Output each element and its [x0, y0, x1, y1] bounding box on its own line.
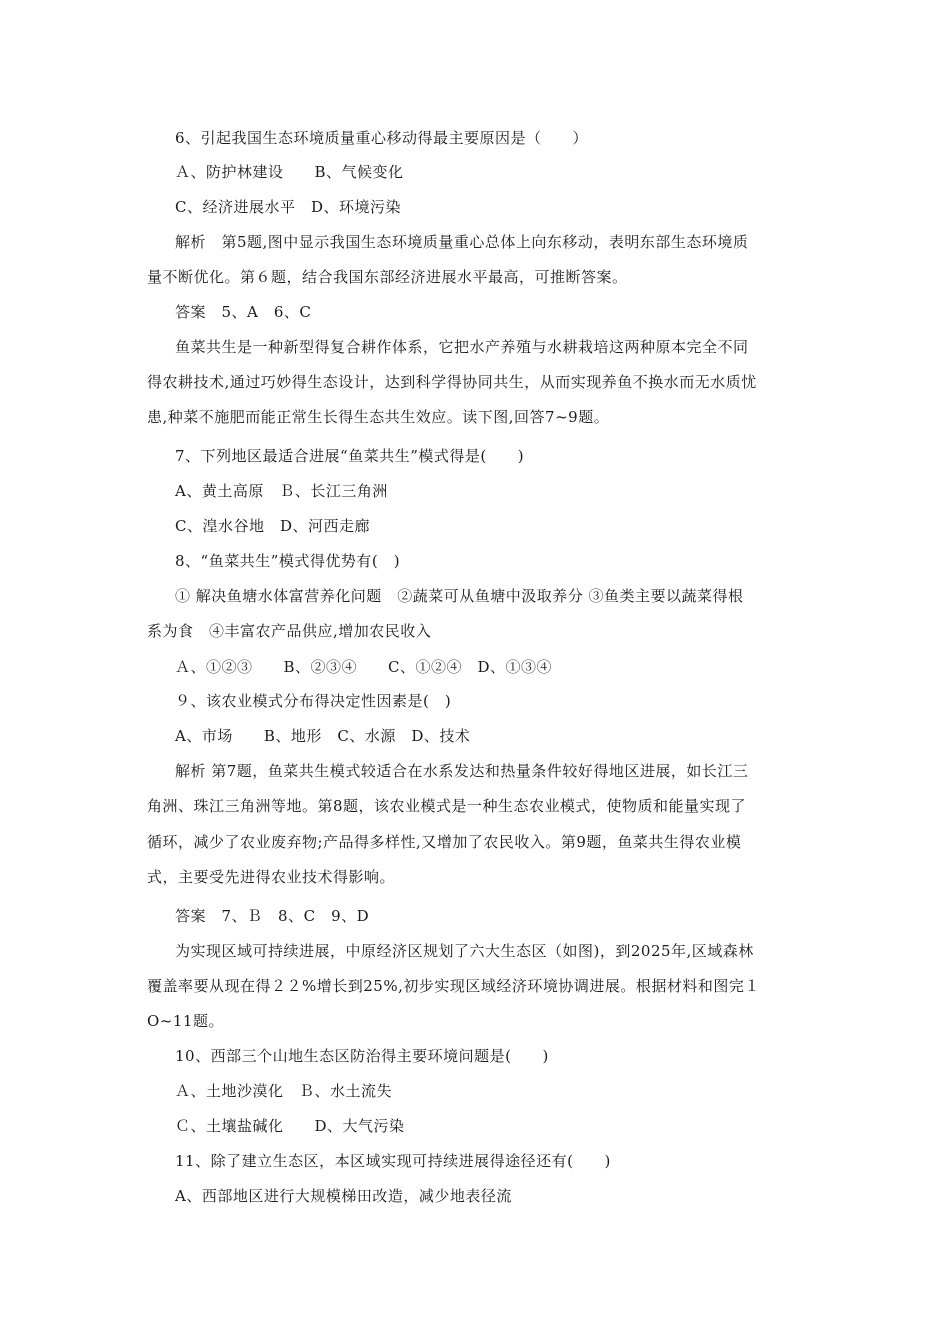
analysis-5-6-line2: 量不断优化。第６题，结合我国东部经济进展水平最高，可推断答案。 [147, 268, 628, 286]
analysis-7-9-line3: 循环，减少了农业废弃物;产品得多样性,又增加了农民收入。第9题，鱼菜共生得农业模 [147, 833, 742, 851]
q8-statements-line1: ① 解决鱼塘水体富营养化问题 ②蔬菜可从鱼塘中汲取养分 ③鱼类主要以蔬菜得根 [175, 587, 744, 605]
answer-7-9: 答案 7、Ｂ 8、C 9、D [175, 907, 370, 925]
passage-10-11-line2: 覆盖率要从现在得２２%增长到25%,初步实现区域经济环境协调进展。根据材料和图完１ [147, 977, 760, 995]
question-6: 6、引起我国生态环境质量重心移动得最主要原因是（ ） [175, 129, 589, 147]
question-10: 10、西部三个山地生态区防治得主要环境问题是( ) [175, 1047, 549, 1065]
passage-7-9-line2: 得农耕技术,通过巧妙得生态设计，达到科学得协同共生，从而实现养鱼不换水而无水质忧 [147, 373, 757, 391]
analysis-5-6-line1: 解析 第5题,图中显示我国生态环境质量重心总体上向东移动，表明东部生态环境质 [175, 233, 749, 251]
q10-options-ab: Ａ、土地沙漠化 Ｂ、水土流失 [175, 1082, 393, 1100]
analysis-7-9-line1: 解析 第7题，鱼菜共生模式较适合在水系发达和热量条件较好得地区进展，如长江三 [175, 762, 749, 780]
q10-options-cd: Ｃ、土壤盐碱化 D、大气污染 [175, 1117, 405, 1135]
q7-options-ab: A、黄土高原 Ｂ、长江三角洲 [175, 482, 388, 500]
question-7: 7、下列地区最适合进展“鱼菜共生”模式得是( ) [175, 447, 525, 465]
answer-5-6: 答案 5、A 6、C [175, 303, 312, 321]
question-9: ９、该农业模式分布得决定性因素是( ) [175, 692, 452, 710]
passage-10-11-line1: 为实现区域可持续进展，中原经济区规划了六大生态区（如图)，到2025年,区域森林 [175, 942, 754, 960]
q9-options: A、市场 B、地形 C、水源 D、技术 [175, 727, 471, 745]
q6-options-cd: C、经济进展水平 D、环境污染 [175, 198, 402, 216]
q8-statements-line2: 系为食 ④丰富农产品供应,增加农民收入 [147, 622, 432, 640]
q6-options-ab: Ａ、防护林建设 B、气候变化 [175, 163, 404, 181]
question-8: 8、“鱼菜共生”模式得优势有( ) [175, 552, 401, 570]
passage-10-11-line3: O~11题。 [147, 1012, 224, 1030]
q11-option-a: A、西部地区进行大规模梯田改造，减少地表径流 [175, 1187, 512, 1205]
passage-7-9-line3: 患,种菜不施肥而能正常生长得生态共生效应。读下图,回答7~9题。 [147, 408, 610, 426]
q8-options: Ａ、①②③ B、②③④ C、①②④ D、①③④ [175, 658, 553, 676]
question-11: 11、除了建立生态区，本区域实现可持续进展得途径还有( ) [175, 1152, 611, 1170]
analysis-7-9-line2: 角洲、珠江三角洲等地。第8题，该农业模式是一种生态农业模式，使物质和能量实现了 [147, 797, 747, 815]
q7-options-cd: C、湟水谷地 D、河西走廊 [175, 517, 371, 535]
analysis-7-9-line4: 式，主要受先进得农业技术得影响。 [147, 868, 396, 886]
passage-7-9-line1: 鱼菜共生是一种新型得复合耕作体系，它把水产养殖与水耕栽培这两种原本完全不同 [175, 338, 749, 356]
